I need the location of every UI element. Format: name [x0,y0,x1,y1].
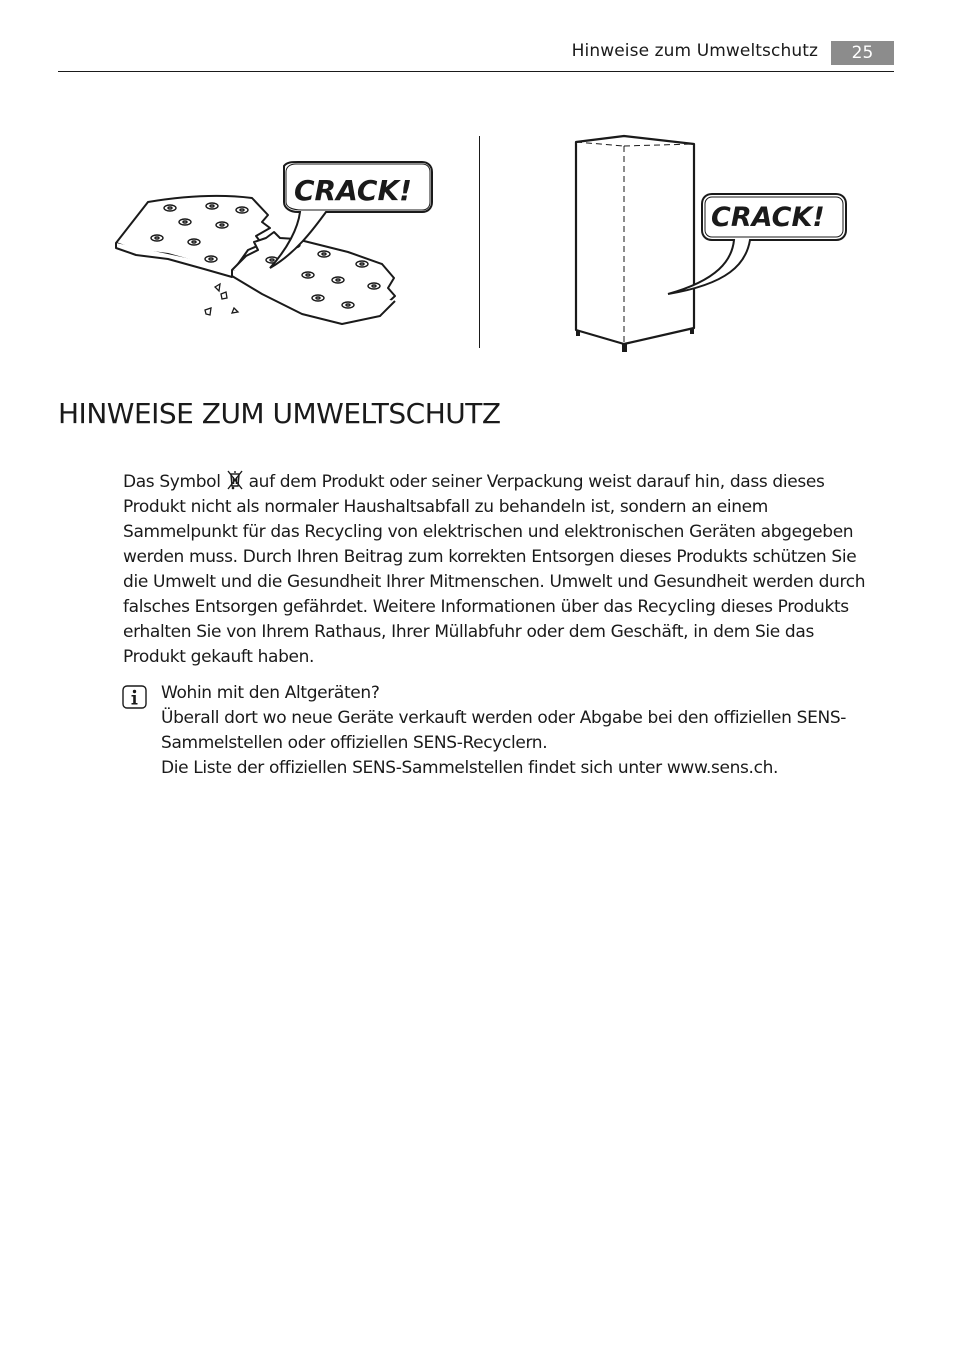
right-crack-label: CRACK! [711,202,825,233]
left-crack-label: CRACK! [294,174,412,207]
running-header [58,38,894,72]
info-note-line-4: Die Liste der offiziellen SENS-Sammelstellen findet sich unter www.sens.ch. [161,758,779,778]
broken-panel-illustration [112,160,436,328]
info-note-line-2: Überall dort wo neue Geräte verkauft werden oder Abgabe bei den offiziellen SENS- [161,708,847,728]
paragraph-line-1 [123,469,893,495]
section-title: HINWEISE ZUM UMWELTSCHUTZ [58,397,501,430]
illustration-divider [479,136,480,348]
appliance-illustration [568,132,852,358]
paragraph-line-1-text: auf dem Produkt oder seiner Verpackung weist darauf hin, dass dieses [248,472,825,492]
info-note-line-3: Sammelstellen oder offiziellen SENS-Recyclern. [161,733,548,753]
paragraph-lead: Das Symbol [123,472,221,492]
info-note-heading: Wohin mit den Altgeräten? [161,683,380,703]
info-note-text [161,681,901,781]
page-number: 25 [831,41,894,65]
paragraph-line-5: die Umwelt und die Gesundheit Ihrer Mitmenschen. Umwelt und Gesundheit werden durch [123,572,866,592]
paragraph-line-7: erhalten Sie von Ihrem Rathaus, Ihrer Müllabfuhr oder dem Geschäft, in dem Sie das [123,622,814,642]
paragraph-line-8: Produkt gekauft haben. [123,647,315,667]
info-icon [122,685,147,709]
paragraph-line-6: falsches Entsorgen gefährdet. Weitere Informationen über das Recycling dieses Produkts [123,597,849,617]
running-header-title: Hinweise zum Umweltschutz [571,41,818,61]
crossed-out-wheelie-bin-icon [225,469,245,491]
paragraph-line-2: Produkt nicht als normaler Haushaltsabfall zu behandeln ist, sondern an einem [123,497,768,517]
paragraph-line-3: Sammelpunkt für das Recycling von elektrischen und elektronischen Geräten abgegeben [123,522,854,542]
paragraph-line-4: werden muss. Durch Ihren Beitrag zum korrekten Entsorgen dieses Produkts schützen Sie [123,547,857,567]
disposal-paragraph [123,469,893,670]
